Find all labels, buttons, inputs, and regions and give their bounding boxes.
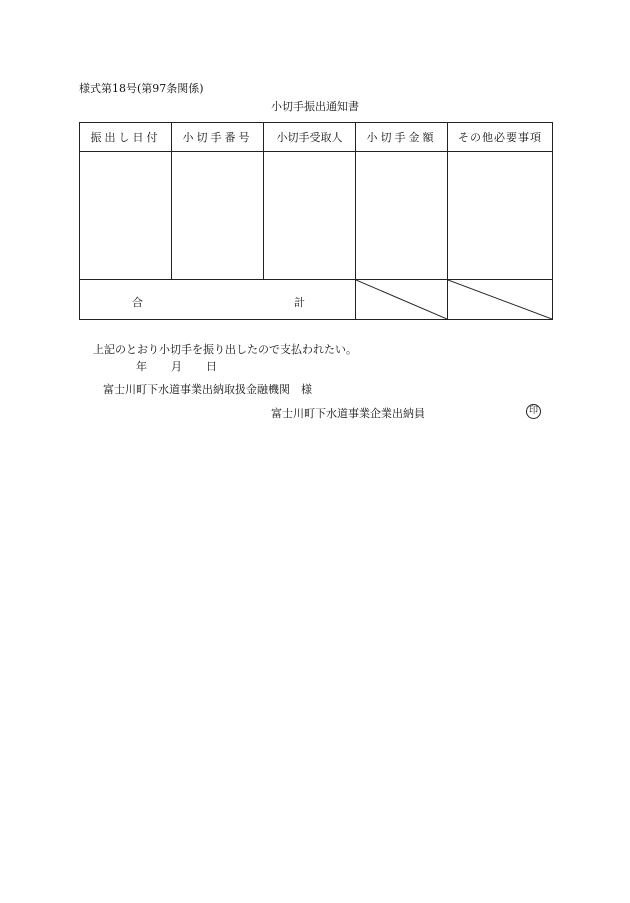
total-label-kei: 計 [294, 296, 305, 309]
total-row [80, 280, 553, 320]
amount-cell [356, 152, 448, 280]
col-issue-date: 振出し日付 [80, 123, 172, 152]
header-row [80, 123, 553, 152]
seal-stamp: 印 [526, 404, 541, 419]
check-number-cell [172, 152, 264, 280]
form-reference: 様式第18号(第97条関係) [79, 82, 204, 95]
date-year: 年 [136, 360, 147, 373]
col-payee: 小切手受取人 [264, 123, 356, 152]
col-amount: 小切手金額 [356, 123, 448, 152]
issuer: 富士川町下水道事業企業出納員 [271, 407, 425, 420]
date-line [136, 361, 217, 372]
total-amount-cell [356, 280, 448, 320]
date-day: 日 [206, 360, 217, 373]
date-month: 月 [171, 360, 182, 373]
diagonal-strike [448, 280, 552, 319]
total-label-cell [80, 280, 356, 320]
check-notice-table [79, 122, 553, 320]
total-other-cell [448, 280, 553, 320]
payee-cell [264, 152, 356, 280]
col-check-number: 小切手番号 [172, 123, 264, 152]
addressee: 富士川町下水道事業出納取扱金融機関 様 [103, 383, 312, 396]
document-title: 小切手振出通知書 [271, 100, 359, 113]
issue-date-cell [80, 152, 172, 280]
total-label-go: 合 [132, 296, 143, 309]
diagonal-strike [356, 280, 447, 319]
col-other: その他必要事項 [448, 123, 553, 152]
entry-row [80, 152, 553, 280]
other-cell [448, 152, 553, 280]
payment-statement: 上記のとおり小切手を振り出したので支払われたい。 [93, 343, 357, 356]
